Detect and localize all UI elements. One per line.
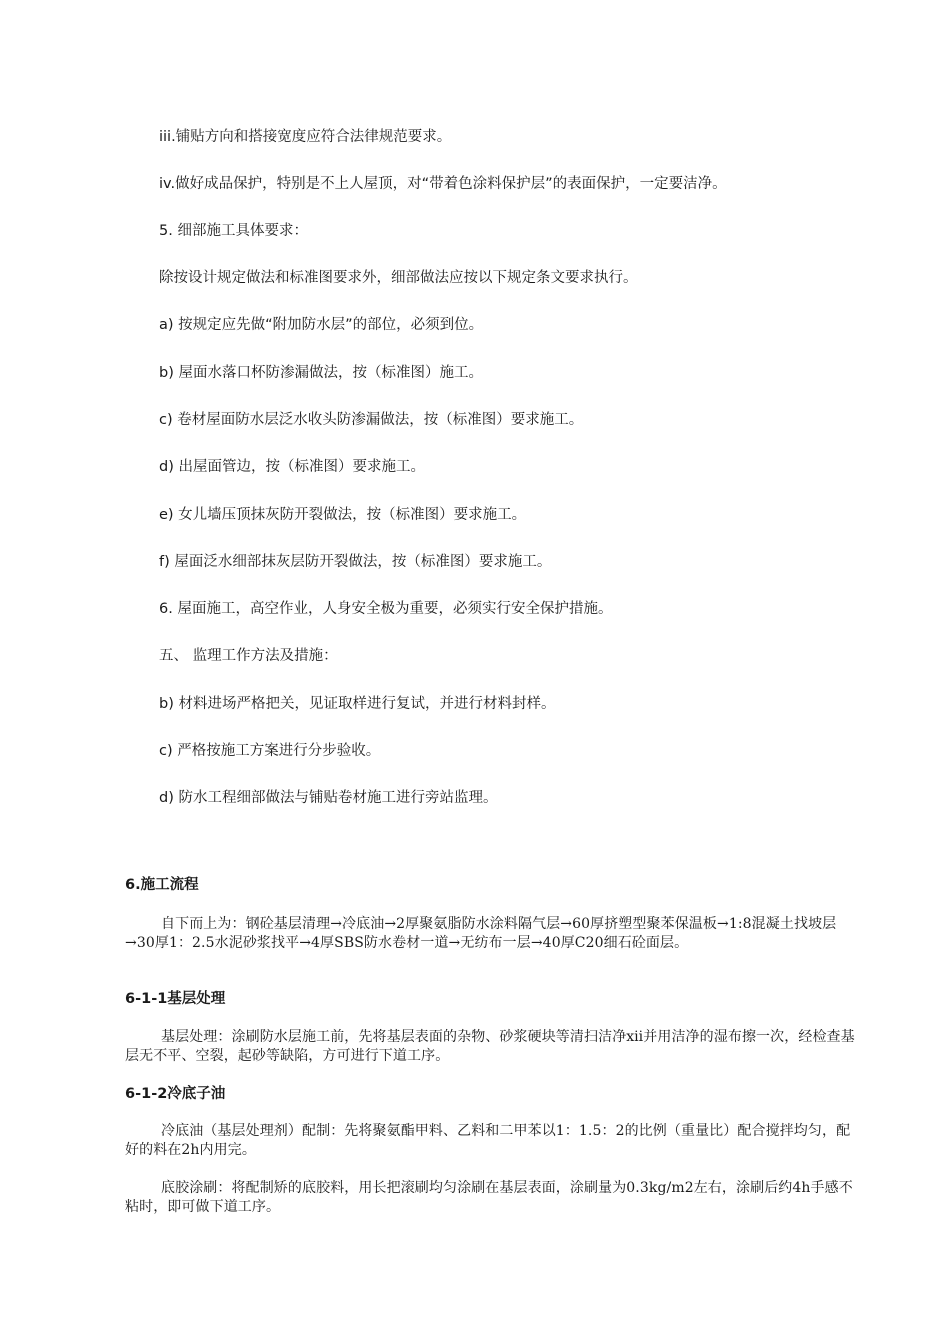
section-five-heading: 五、 监理工作方法及措施： <box>159 648 338 664</box>
section-611-heading: 6-1-1基层处理 <box>125 991 226 1007</box>
list-item-iv: iv.做好成品保护，特别是不上人屋顶，对“带着色涂料保护层”的表面保护，一定要洁净。 <box>159 176 727 192</box>
list-item-intro: 除按设计规定做法和标准图要求外，细部做法应按以下规定条文要求执行。 <box>159 270 638 286</box>
list-item-d: d) 出屋面管边，按（标准图）要求施工。 <box>159 459 425 475</box>
section-612-paragraph-1: 冷底油（基层处理剂）配制：先将聚氨酯甲料、乙料和二甲苯以1：1.5：2的比例（重量比）配合搅拌均匀，配好的料在2h内用完。 <box>125 1123 851 1158</box>
list-item-iii: iii.铺贴方向和搭接宽度应符合法律规范要求。 <box>159 129 452 145</box>
section-611-paragraph: 基层处理：涂刷防水层施工前，先将基层表面的杂物、砂浆硬块等清扫洁净ⅻ并用洁净的湿布擦一次，经检查基层无不平、空裂，起砂等缺陷，方可进行下道工序。 <box>125 1029 855 1064</box>
section-6-paragraph: 自下而上为：钢砼基层清理→冷底油→2厚聚氨脂防水涂料隔气层→60厚挤塑型聚苯保温板→1:8混凝土找坡层→30厚1：2.5水泥砂浆找平→4厚SBS防水卷材一道→无纺布一层→40厚C20细石砼面层。 <box>125 916 837 951</box>
list-item-b: b) 屋面水落口杯防渗漏做法，按（标准图）施工。 <box>159 365 483 381</box>
list-item-supervision-d: d) 防水工程细部做法与铺贴卷材施工进行旁站监理。 <box>159 790 498 806</box>
section-612-heading: 6-1-2冷底子油 <box>125 1086 226 1102</box>
list-item-6: 6. 屋面施工，高空作业，人身安全极为重要，必须实行安全保护措施。 <box>159 601 613 617</box>
section-612-paragraph-2: 底胶涂刷：将配制矫的底胶料，用长把滚刷均匀涂刷在基层表面，涂刷量为0.3kg/m2左右，涂刷后约4h手感不粘时，即可做下道工序。 <box>125 1180 853 1215</box>
list-item-c: c) 卷材屋面防水层泛水收头防渗漏做法，按（标准图）要求施工。 <box>159 412 584 428</box>
list-item-5: 5. 细部施工具体要求： <box>159 223 308 239</box>
list-item-a: a) 按规定应先做“附加防水层”的部位，必须到位。 <box>159 317 484 333</box>
section-6-heading: 6.施工流程 <box>125 877 199 893</box>
list-item-supervision-b: b) 材料进场严格把关，见证取样进行复试，并进行材料封样。 <box>159 696 556 712</box>
list-item-f: f) 屋面泛水细部抹灰层防开裂做法，按（标准图）要求施工。 <box>159 554 552 570</box>
list-item-e: e) 女儿墙压顶抹灰防开裂做法，按（标准图）要求施工。 <box>159 507 527 523</box>
list-item-supervision-c: c) 严格按施工方案进行分步验收。 <box>159 743 381 759</box>
